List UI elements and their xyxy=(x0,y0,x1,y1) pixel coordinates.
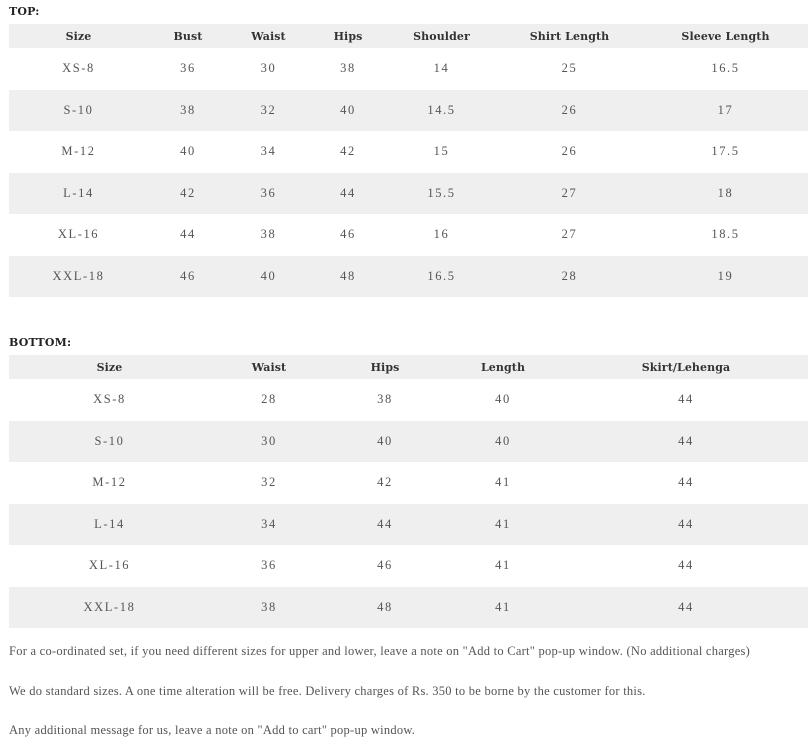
sleeve-length-cell: 19 xyxy=(717,268,734,283)
sleeve-length-cell: 18.5 xyxy=(711,227,740,242)
table-row xyxy=(9,256,808,298)
shoulder-cell: 15.5 xyxy=(427,185,456,200)
size-cell: XXL-18 xyxy=(83,599,136,614)
bottom-header-waist: Waist xyxy=(251,360,287,374)
top-header-bust: Bust xyxy=(173,29,203,43)
bust-cell: 36 xyxy=(180,61,196,76)
length-cell: 41 xyxy=(495,599,511,614)
bottom-header-row xyxy=(9,355,808,379)
length-cell: 40 xyxy=(495,433,511,448)
size-cell: XL-16 xyxy=(57,227,100,242)
top-header-size: Size xyxy=(65,29,92,43)
size-cell: XXL-18 xyxy=(52,268,105,283)
waist-cell: 36 xyxy=(260,185,277,200)
waist-cell: 30 xyxy=(261,433,277,448)
table-row xyxy=(9,587,808,629)
size-cell: S-10 xyxy=(94,433,125,448)
shirt-length-cell: 26 xyxy=(561,102,578,117)
length-cell: 41 xyxy=(495,558,511,573)
size-cell: S-10 xyxy=(63,102,94,117)
hips-cell: 42 xyxy=(340,144,356,159)
top-section-label: TOP: xyxy=(9,5,40,18)
bust-cell: 38 xyxy=(180,102,196,117)
skirt-lehenga-cell: 44 xyxy=(678,433,694,448)
note-standard-sizes: We do standard sizes. A one time alteration will be free. Delivery charges of Rs. 350 to be borne by the customer for this. xyxy=(9,684,646,698)
shirt-length-cell: 28 xyxy=(561,268,578,283)
waist-cell: 32 xyxy=(261,475,277,490)
bottom-header-size: Size xyxy=(96,360,123,374)
shoulder-cell: 16.5 xyxy=(427,268,456,283)
waist-cell: 28 xyxy=(261,392,277,407)
waist-cell: 34 xyxy=(261,516,277,531)
hips-cell: 44 xyxy=(377,516,393,531)
waist-cell: 32 xyxy=(260,102,277,117)
table-row xyxy=(9,379,808,421)
shirt-length-cell: 25 xyxy=(561,61,578,76)
bottom-header-length: Length xyxy=(480,360,526,374)
bottom-header-hips: Hips xyxy=(370,360,400,374)
table-row xyxy=(9,131,808,173)
hips-cell: 42 xyxy=(377,475,393,490)
hips-cell: 48 xyxy=(340,268,356,283)
waist-cell: 38 xyxy=(260,227,277,242)
skirt-lehenga-cell: 44 xyxy=(678,475,694,490)
hips-cell: 44 xyxy=(340,185,356,200)
table-row xyxy=(9,504,808,546)
hips-cell: 48 xyxy=(377,599,393,614)
table-row xyxy=(9,48,808,90)
skirt-lehenga-cell: 44 xyxy=(678,599,694,614)
waist-cell: 38 xyxy=(261,599,277,614)
bust-cell: 40 xyxy=(180,144,196,159)
top-header-hips: Hips xyxy=(333,29,363,43)
shoulder-cell: 15 xyxy=(433,144,450,159)
skirt-lehenga-cell: 44 xyxy=(678,392,694,407)
bottom-section-label: BOTTOM: xyxy=(9,336,72,349)
shirt-length-cell: 27 xyxy=(561,227,578,242)
size-cell: M-12 xyxy=(61,144,96,159)
table-row xyxy=(9,214,808,256)
shoulder-cell: 14 xyxy=(433,61,450,76)
bottom-header-skirt-lehenga: Skirt/Lehenga xyxy=(641,360,731,374)
note-coordinated-set: For a co-ordinated set, if you need different sizes for upper and lower, leave a note on "Add to Cart" pop-up window. (No additional charges) xyxy=(9,644,751,658)
table-row xyxy=(9,462,808,504)
skirt-lehenga-cell: 44 xyxy=(678,558,694,573)
top-header-shirt-length: Shirt Length xyxy=(529,29,610,43)
note-additional-message: Any additional message for us, leave a note on "Add to cart" pop-up window. xyxy=(9,723,416,737)
length-cell: 41 xyxy=(495,475,511,490)
size-cell: XL-16 xyxy=(88,558,131,573)
hips-cell: 40 xyxy=(377,433,393,448)
sleeve-length-cell: 17 xyxy=(717,102,734,117)
waist-cell: 30 xyxy=(260,61,277,76)
shirt-length-cell: 26 xyxy=(561,144,578,159)
top-header-sleeve-length: Sleeve Length xyxy=(681,29,770,43)
size-cell: XS-8 xyxy=(62,61,95,76)
top-size-table xyxy=(9,24,808,297)
top-header-row xyxy=(9,24,808,48)
table-row xyxy=(9,173,808,215)
waist-cell: 40 xyxy=(260,268,277,283)
top-header-shoulder: Shoulder xyxy=(413,29,470,43)
sleeve-length-cell: 16.5 xyxy=(711,61,740,76)
size-cell: XS-8 xyxy=(93,392,126,407)
waist-cell: 36 xyxy=(261,558,277,573)
skirt-lehenga-cell: 44 xyxy=(678,516,694,531)
bust-cell: 46 xyxy=(180,268,196,283)
shoulder-cell: 14.5 xyxy=(427,102,456,117)
size-cell: L-14 xyxy=(63,185,94,200)
hips-cell: 38 xyxy=(340,61,356,76)
hips-cell: 46 xyxy=(340,227,356,242)
bust-cell: 42 xyxy=(180,185,196,200)
table-row xyxy=(9,545,808,587)
shirt-length-cell: 27 xyxy=(561,185,578,200)
waist-cell: 34 xyxy=(260,144,277,159)
bottom-size-table xyxy=(9,355,808,628)
length-cell: 40 xyxy=(495,392,511,407)
size-cell: L-14 xyxy=(94,516,125,531)
hips-cell: 38 xyxy=(377,392,393,407)
size-cell: M-12 xyxy=(92,475,127,490)
shoulder-cell: 16 xyxy=(433,227,450,242)
table-row xyxy=(9,421,808,463)
bust-cell: 44 xyxy=(180,227,196,242)
top-header-waist: Waist xyxy=(251,29,286,43)
sleeve-length-cell: 17.5 xyxy=(711,144,740,159)
table-row xyxy=(9,90,808,132)
length-cell: 41 xyxy=(495,516,511,531)
hips-cell: 46 xyxy=(377,558,393,573)
hips-cell: 40 xyxy=(340,102,356,117)
sleeve-length-cell: 18 xyxy=(717,185,734,200)
